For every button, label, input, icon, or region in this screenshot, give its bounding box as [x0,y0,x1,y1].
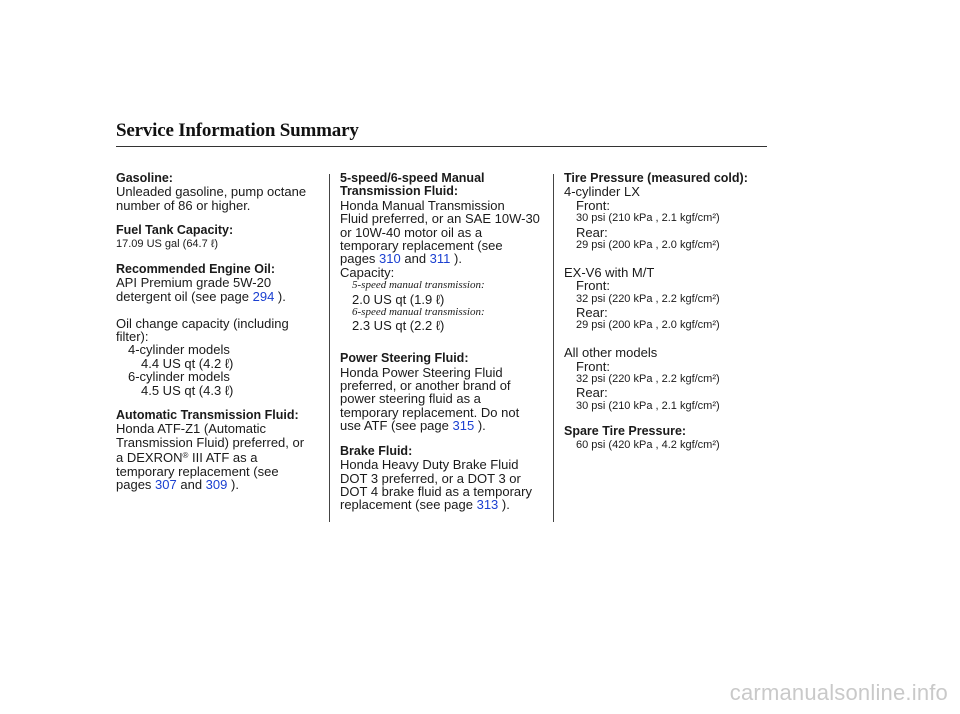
brake-fluid-text: replacement (see page 313 ). [340,497,510,513]
power-steering-text: power steering fluid as a [340,391,481,407]
atf-text: Honda ATF-Z1 (Automatic [116,421,267,437]
front-pressure-value: 32 psi (220 kPa , 2.2 kgf/cm²) [576,292,720,305]
atf-text: pages 307 and 309 ). [116,477,239,493]
page-link-307[interactable]: 307 [155,477,177,493]
six-speed-value: 2.3 US qt (2.2 ℓ) [352,318,445,334]
six-cylinder-label: 6-cylinder models [128,369,230,385]
gasoline-text: Unleaded gasoline, pump octane [116,184,307,200]
six-cylinder-value: 4.5 US qt (4.3 ℓ) [141,382,234,398]
column-divider-1 [329,174,330,522]
column-mt-ps-brake [340,172,550,512]
front-label: Front: [576,197,610,213]
rear-label: Rear: [576,305,608,321]
registered-mark: ® [182,451,189,461]
manual-transmission-text: or 10W-40 motor oil as a [340,224,483,240]
spare-tire-heading: Spare Tire Pressure: [564,424,687,439]
five-speed-value: 2.0 US qt (1.9 ℓ) [352,291,445,307]
four-cylinder-value: 4.4 US qt (4.2 ℓ) [141,355,234,371]
page-link-311[interactable]: 311 [429,251,451,267]
power-steering-heading: Power Steering Fluid: [340,351,469,366]
front-pressure-value: 30 psi (210 kPa , 2.1 kgf/cm²) [576,212,720,225]
fuel-tank-value: 17.09 US gal (64.7 ℓ) [116,237,219,250]
atf-text: temporary replacement (see [116,463,279,479]
rear-pressure-value: 30 psi (210 kPa , 2.1 kgf/cm²) [576,399,720,412]
brake-fluid-text: DOT 3 preferred, or a DOT 3 or [340,470,521,486]
front-label: Front: [576,358,610,374]
front-label: Front: [576,278,610,294]
capacity-label: Capacity: [340,264,395,280]
brake-fluid-text: Honda Heavy Duty Brake Fluid [340,457,519,473]
page-link-310[interactable]: 310 [379,251,401,267]
brake-fluid-text: DOT 4 brake fluid as a temporary [340,483,532,499]
manual-transmission-text: Honda Manual Transmission [340,197,505,213]
page-title: Service Information Summary [116,120,359,141]
tire-pressure-heading: Tire Pressure (measured cold): [564,171,748,185]
manual-transmission-text: temporary replacement (see [340,238,503,254]
atf-heading: Automatic Transmission Fluid: [116,408,299,423]
page-link-294[interactable]: 294 [252,288,275,304]
six-speed-label: 6-speed manual transmission: [352,306,485,319]
manual-transmission-text: pages 310 and 311 ). [340,251,462,267]
page-link-315[interactable]: 315 [452,418,475,434]
model-other-label: All other models [564,345,658,361]
oil-capacity-text: filter): [116,329,149,345]
manual-transmission-text: Fluid preferred, or an SAE 10W-30 [340,211,540,227]
atf-text: Transmission Fluid) preferred, or [116,434,305,450]
power-steering-text: preferred, or another brand of [340,378,511,394]
page-link-309[interactable]: 309 [205,477,228,493]
oil-capacity-text: Oil change capacity (including [116,315,289,331]
atf-text: a DEXRON® III ATF as a [116,450,258,466]
engine-oil-text: detergent oil (see page 294 ). [116,288,286,304]
five-speed-label: 5-speed manual transmission: [352,279,485,292]
manual-transmission-heading: 5-speed/6-speed Manual [340,171,485,185]
fuel-tank-heading: Fuel Tank Capacity: [116,223,234,238]
column-tire-pressure [564,172,764,452]
rear-label: Rear: [576,385,608,401]
rear-pressure-value: 29 psi (200 kPa , 2.0 kgf/cm²) [576,319,720,332]
model-lx-label: 4-cylinder LX [564,184,640,200]
spare-tire-value: 60 psi (420 kPa , 4.2 kgf/cm²) [576,438,720,451]
rear-label: Rear: [576,224,608,240]
engine-oil-heading: Recommended Engine Oil: [116,262,276,277]
brake-fluid-heading: Brake Fluid: [340,443,413,458]
manual-transmission-heading: Transmission Fluid: [340,184,459,199]
gasoline-heading: Gasoline: [116,171,173,185]
column-divider-2 [553,174,554,522]
page-link-313[interactable]: 313 [476,497,499,513]
power-steering-text: temporary replacement. Do not [340,404,520,420]
rear-pressure-value: 29 psi (200 kPa , 2.0 kgf/cm²) [576,239,720,252]
power-steering-text: use ATF (see page 315 ). [340,418,486,434]
power-steering-text: Honda Power Steering Fluid [340,364,503,380]
title-rule [116,146,767,147]
model-ex-v6-label: EX-V6 with M/T [564,264,655,280]
front-pressure-value: 32 psi (220 kPa , 2.2 kgf/cm²) [576,373,720,386]
watermark: carmanualsonline.info [729,680,948,705]
engine-oil-text: API Premium grade 5W-20 [116,275,272,291]
column-fuel-oil-atf [116,172,326,492]
gasoline-text: number of 86 or higher. [116,197,251,213]
four-cylinder-label: 4-cylinder models [128,342,230,358]
